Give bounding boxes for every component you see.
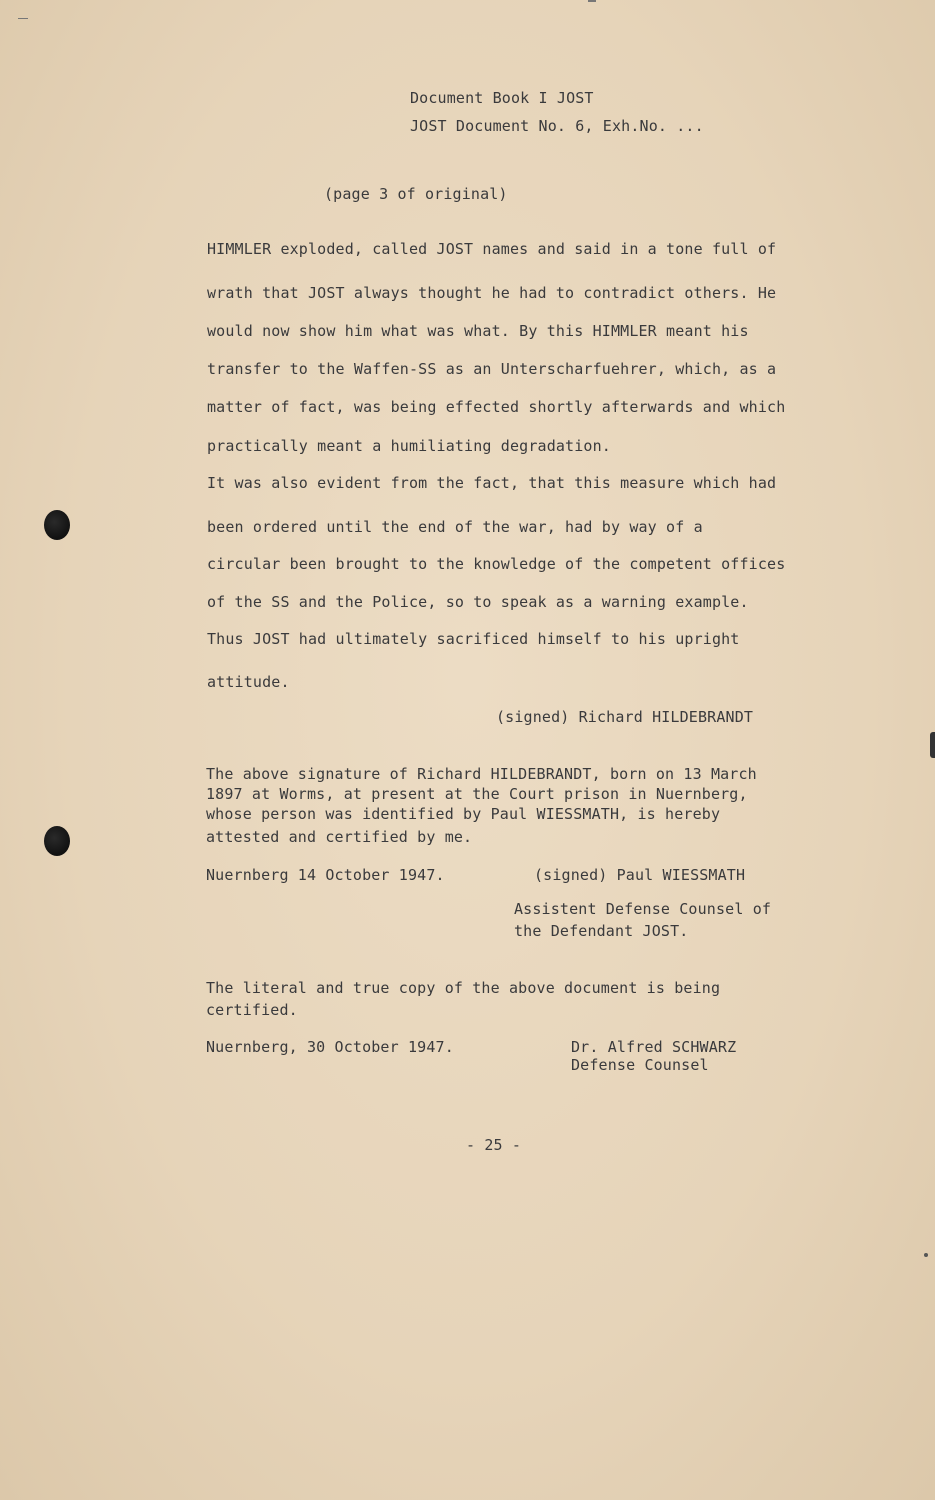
corner-tick-mark — [18, 18, 28, 19]
wiessmath-signature: (signed) Paul WIESSMATH — [534, 866, 746, 884]
body-line: matter of fact, was being effected shortly afterwards and which — [207, 398, 786, 416]
certifier-name: Dr. Alfred SCHWARZ — [571, 1038, 737, 1056]
certification-line-2: certified. — [206, 1001, 298, 1019]
certification-place-date: Nuernberg, 30 October 1947. — [206, 1038, 454, 1056]
body-line: would now show him what was what. By this HIMMLER meant his — [207, 322, 749, 340]
punch-hole-bottom — [44, 826, 70, 856]
body-line: wrath that JOST always thought he had to contradict others. He — [207, 284, 777, 302]
body-line: circular been brought to the knowledge of the competent offices — [207, 555, 786, 573]
body-line: transfer to the Waffen-SS as an Unterscharfuehrer, which, as a — [207, 360, 777, 378]
attestation-line: attested and certified by me. — [206, 828, 473, 846]
attestation-line: 1897 at Worms, at present at the Court prison in Nuernberg, — [206, 785, 748, 803]
attestation-line: The above signature of Richard HILDEBRANDT, born on 13 March — [206, 765, 757, 783]
page-number: - 25 - — [466, 1136, 522, 1154]
wiessmath-role-line-1: Assistent Defense Counsel of — [514, 900, 772, 918]
right-edge-mark — [930, 732, 935, 758]
body-line: It was also evident from the fact, that this measure which had — [207, 474, 777, 492]
attestation-place-date: Nuernberg 14 October 1947. — [206, 866, 445, 884]
page-reference: (page 3 of original) — [324, 185, 508, 203]
header-book-title: Document Book I JOST — [410, 89, 594, 107]
header-document-number: JOST Document No. 6, Exh.No. ... — [410, 117, 704, 135]
certification-line-1: The literal and true copy of the above document is being — [206, 979, 721, 997]
certifier-title: Defense Counsel — [571, 1056, 709, 1074]
body-line: HIMMLER exploded, called JOST names and said in a tone full of — [207, 240, 777, 258]
punch-hole-top — [44, 510, 70, 540]
top-edge-mark — [588, 0, 596, 2]
body-line: Thus JOST had ultimately sacrificed himself to his upright — [207, 630, 740, 648]
body-line: practically meant a humiliating degradation. — [207, 437, 611, 455]
body-line: attitude. — [207, 673, 290, 691]
body-line: been ordered until the end of the war, had by way of a — [207, 518, 703, 536]
hildebrandt-signature: (signed) Richard HILDEBRANDT — [496, 708, 754, 726]
attestation-line: whose person was identified by Paul WIESSMATH, is hereby — [206, 805, 721, 823]
margin-dot — [924, 1253, 928, 1257]
body-line: of the SS and the Police, so to speak as a warning example. — [207, 593, 749, 611]
wiessmath-role-line-2: the Defendant JOST. — [514, 922, 689, 940]
